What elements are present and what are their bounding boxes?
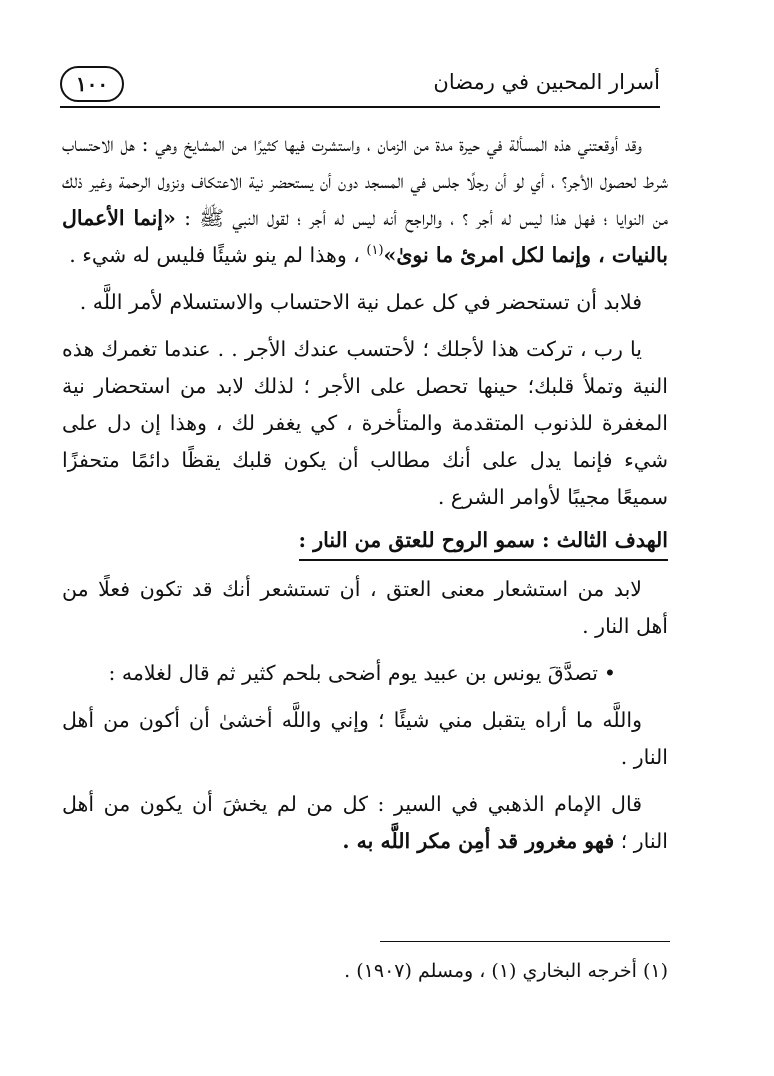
paragraph-7 <box>62 786 668 860</box>
paragraph-4: لابد من استشعار معنى العتق ، أن تستشعر أنك قد تكون فعلًا من أهل النار . <box>62 577 668 638</box>
paragraph-6: واللَّه ما أراه يتقبل مني شيئًا ؛ وإني واللَّه أخشىٰ أن أكون من أهل النار . <box>62 708 668 769</box>
footnote-reference[interactable]: (١) <box>366 243 384 259</box>
hadith-quote: «إنما الأعمال بالنيات ، وإنما لكل امرئ ما نوىٰ» <box>62 206 668 267</box>
footnote-marker: (١) <box>642 960 668 982</box>
section-heading-wrap <box>62 522 668 561</box>
page-header <box>60 62 660 112</box>
page-body <box>62 126 668 860</box>
paragraph-5 <box>62 655 668 692</box>
header-rule <box>60 106 660 108</box>
paragraph-5-text: تصدَّقَ يونس بن عبيد يوم أضحى بلحم كثير ثم قال لغلامه : <box>108 661 598 685</box>
bullet-icon: • <box>603 661 616 685</box>
paragraph-7-bold: فهو مغرور قد أمِن مكر اللَّه به . <box>342 829 615 853</box>
paragraph-7-text: قال الإمام الذهبي في السير : كل من لم يخشَ أن يكون من أهل النار ؛ <box>62 792 668 853</box>
running-title: أسرار المحبين في رمضان <box>433 70 660 94</box>
footnote-divider <box>380 941 670 942</box>
section-heading: الهدف الثالث : سمو الروح للعتق من النار : <box>299 523 668 561</box>
footnote-text: أخرجه البخاري (١) ، ومسلم (١٩٠٧) . <box>344 960 637 982</box>
paragraph-3: يا رب ، تركت هذا لأجلك ؛ لأحتسب عندك الأجر . . عندما تغمرك هذه النية وتملأ قلبك؛ حينها تحصل على الأجر ؛ لذلك لابد من استحضار نية المغفرة للذنوب المتقدمة والمتأخرة ، كي يغفر لك ، وهذا إن دل على شيء فإنما يدل على أنك مطالب أن يكون قلبك يقظًا دائمًا متحفزًا سميعًا مجيبًا لأوامر الشرع . <box>62 337 668 509</box>
paragraph-1-end: ، وهذا لم ينو شيئًا فليس له شيء . <box>69 243 360 267</box>
paragraph-1-text: وقد أوقعتني هذه المسألة في حيرة مدة من الزمان ، واستشرت فيها كثيرًا من المشايخ وهي : هل الاحتساب شرط لحصول الأجر؟ ، أي لو أن رجلًا جلس في المسجد دون أن يستحضر نية الاعتكاف ونزول الرحمة وغير ذلك من النوايا ؛ فهل هذا ليس له أجر ؟ ، والراجح أنه ليس له أجر ؛ لقول النبي ﷺ : <box>62 132 668 230</box>
footnote <box>62 956 668 986</box>
paragraph-2: فلابد أن تستحضر في كل عمل نية الاحتساب والاستسلام لأمر اللَّه . <box>79 290 642 314</box>
paragraph-1 <box>62 126 668 274</box>
page-number: ١٠٠ <box>60 66 124 102</box>
